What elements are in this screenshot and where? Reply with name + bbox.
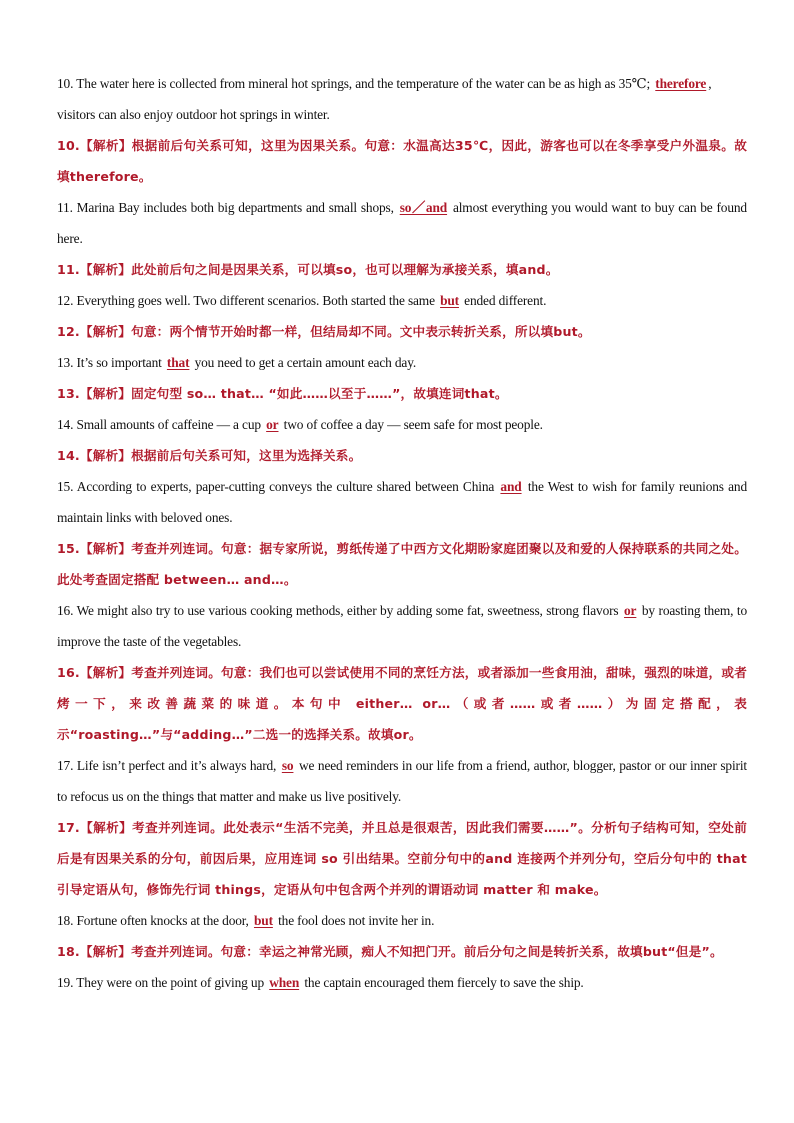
question-19: 19. They were on the point of giving up when the captain encouraged them fiercely to save the ship. xyxy=(57,975,584,990)
answer-blank: but xyxy=(440,293,459,308)
analysis-11: 11.【解析】此处前后句之间是因果关系，可以填so，也可以理解为承接关系，填and。 xyxy=(57,262,559,277)
answer-blank: but xyxy=(253,913,273,928)
answer-blank: or xyxy=(624,603,637,618)
answer-blank: and xyxy=(500,479,522,494)
answer-blank: that xyxy=(166,355,190,370)
question-11: 11. Marina Bay includes both big departments and small shops, so／and almost everything you would want to buy can be found here. xyxy=(57,200,747,246)
answer-blank: so／and xyxy=(399,200,448,215)
analysis-13: 13.【解析】固定句型 so… that… “如此……以至于……”，故填连词that。 xyxy=(57,386,508,401)
answer-blank: or xyxy=(266,417,279,432)
question-18: 18. Fortune often knocks at the door, but the fool does not invite her in. xyxy=(57,913,435,928)
analysis-10: 10.【解析】根据前后句关系可知，这里为因果关系。句意：水温高达35℃，因此，游客也可以在冬季享受户外温泉。故填therefore。 xyxy=(57,138,747,184)
question-12: 12. Everything goes well. Two different scenarios. Both started the same but ended different. xyxy=(57,293,547,308)
answer-blank: when xyxy=(269,975,300,990)
answer-blank: so xyxy=(281,758,294,773)
question-14: 14. Small amounts of caffeine — a cup or two of coffee a day — seem safe for most people. xyxy=(57,417,543,432)
question-13: 13. It’s so important that you need to get a certain amount each day. xyxy=(57,355,417,370)
analysis-18: 18.【解析】考查并列连词。句意：幸运之神常光顾，痴人不知把门开。前后分句之间是转折关系，故填but“但是”。 xyxy=(57,944,723,959)
document-page xyxy=(57,68,747,998)
analysis-17: 17.【解析】考查并列连词。此处表示“生活不完美，并且总是很艰苦，因此我们需要……”。分析句子结构可知，空处前后是有因果关系的分句，前因后果，应用连词 so 引出结果。空前分句中的and 连接两个并列分句，空后分句中的 that 引导定语从句，修饰先行词 things，定语从句中包含两个并列的谓语动词 matter 和 make。 xyxy=(57,820,747,897)
question-17: 17. Life isn’t perfect and it’s always hard, so we need reminders in our life from a friend, author, blogger, pastor or our inner spirit to refocus us on the things that matter and make us live positively. xyxy=(57,758,747,804)
question-16: 16. We might also try to use various cooking methods, either by adding some fat, sweetness, strong flavors or by roasting them, to improve the taste of the vegetables. xyxy=(57,603,747,649)
analysis-16: 16.【解析】考查并列连词。句意：我们也可以尝试使用不同的烹饪方法，或者添加一些食用油，甜味，强烈的味道，或者烤一下，来改善蔬菜的味道。本句中 either… or…（或者……或者……）为固定搭配，表示“roasting…”与“adding…”二选一的选择关系。故填or。 xyxy=(57,665,747,742)
answer-blank: therefore xyxy=(655,76,707,91)
analysis-12: 12.【解析】句意：两个情节开始时都一样，但结局却不同。文中表示转折关系，所以填but。 xyxy=(57,324,591,339)
question-15: 15. According to experts, paper-cutting conveys the culture shared between China and the West to wish for family reunions and maintain links with beloved ones. xyxy=(57,479,748,525)
analysis-14: 14.【解析】根据前后句关系可知，这里为选择关系。 xyxy=(57,448,362,463)
analysis-15: 15.【解析】考查并列连词。句意：据专家所说，剪纸传递了中西方文化期盼家庭团聚以及和爱的人保持联系的共同之处。此处考查固定搭配 between… and…。 xyxy=(57,541,747,587)
question-10: 10. The water here is collected from mineral hot springs, and the temperature of the water can be as high as 35℃; therefore , visitors can also enjoy outdoor hot springs in winter. xyxy=(57,76,712,122)
